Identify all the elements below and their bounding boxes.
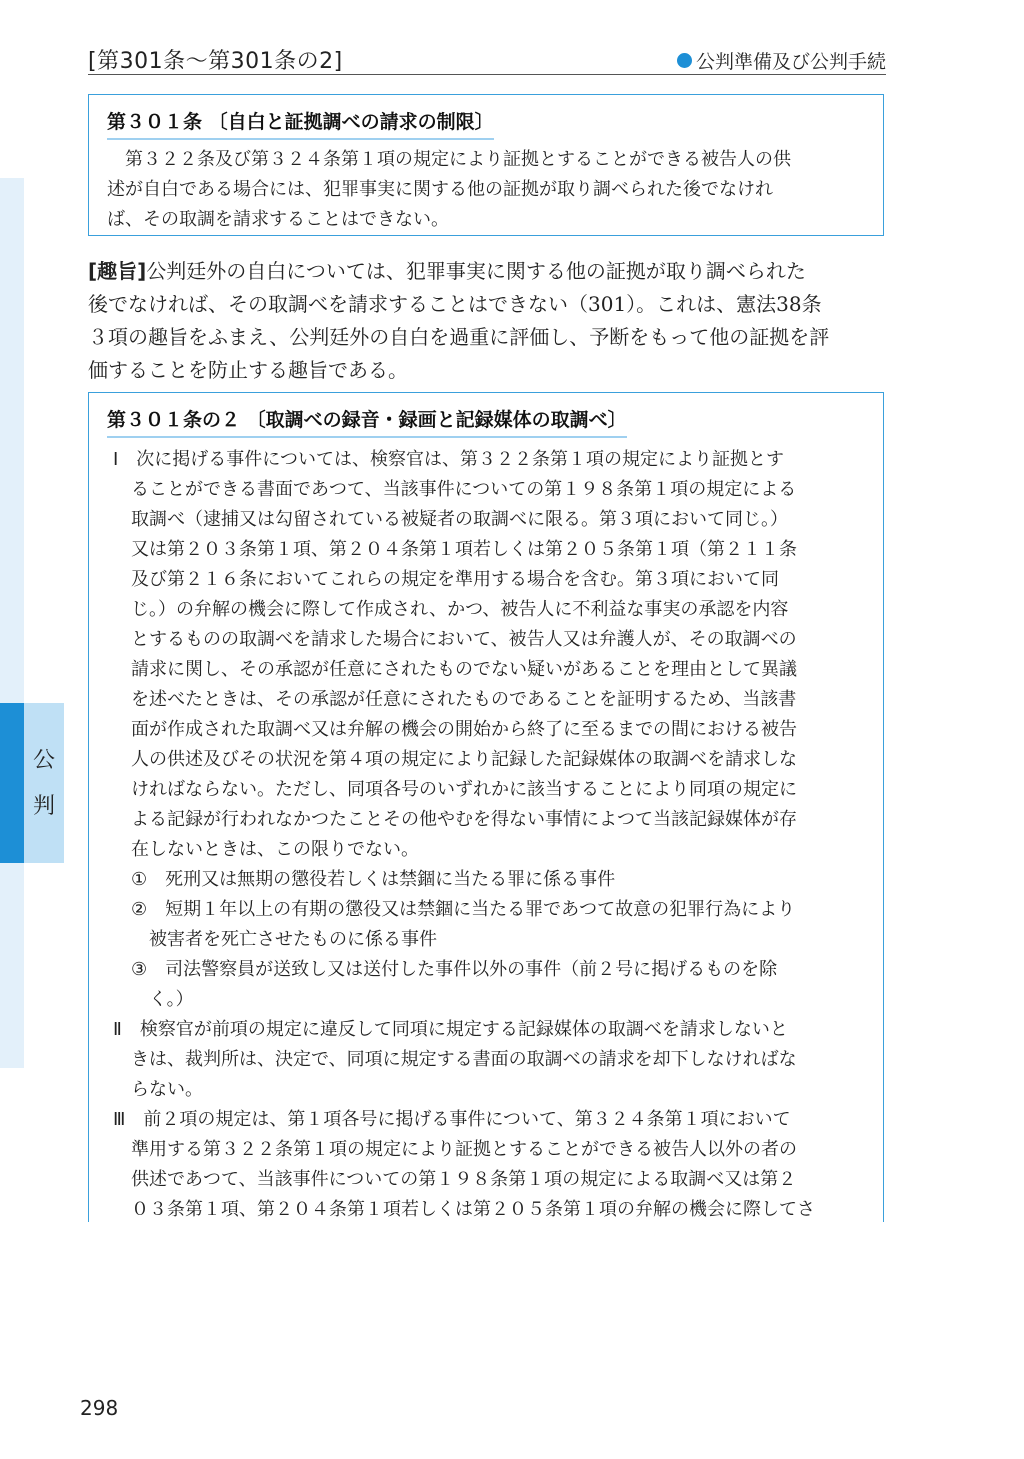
article-301-2-line: 面が作成された取調べ又は弁解の機会の開始から終了に至るまでの間における被告 [113, 719, 797, 740]
article-301-2-line: 準用する第３２２条第１項の規定により証拠とすることができる被告人以外の者の [113, 1139, 797, 1160]
article-301-2-item-2: ② 短期１年以上の有期の懲役又は禁錮に当たる罪であつて故意の犯罪行為により [113, 899, 796, 920]
header-chapter-title [677, 47, 886, 74]
article-301-2-heading: 第３０１条の２ 〔取調べの録音・録画と記録媒体の取調べ〕 [107, 405, 627, 438]
article-301-2-line: 供述であつて、当該事件についての第１９８条第１項の規定による取調べ又は第２ [113, 1169, 797, 1190]
article-301-2-line: 在しないときは、この限りでない。 [113, 839, 419, 860]
article-301-2-box [88, 392, 884, 1222]
article-301-2-line: 請求に関し、その承認が任意にされたものでない疑いがあることを理由として異議 [113, 659, 797, 680]
article-301-2-line: とするものの取調べを請求した場合において、被告人又は弁護人が、その取調べの [113, 629, 797, 650]
article-301-line-3: ば、その取調を請求することはできない。 [107, 209, 449, 230]
article-301-2-item-3: ③ 司法警察員が送致し又は送付した事件以外の事件（前２号に掲げるものを除 [113, 959, 778, 980]
article-301-2-line: ければならない。ただし、同項各号のいずれかに該当することにより同項の規定に [113, 779, 797, 800]
article-301-2-para-3: Ⅲ 前２項の規定は、第１項各号に掲げる事件について、第３２４条第１項において [113, 1109, 791, 1130]
article-301-2-line: じ。）の弁解の機会に際して作成され、かつ、被告人に不利益な事実の承認を内容 [113, 599, 789, 620]
article-301-2-line: を述べたときは、その承認が任意にされたものであることを証明するため、当該書 [113, 689, 797, 710]
article-301-box [88, 94, 884, 236]
header-chapter-label: 公判準備及び公判手続 [695, 51, 886, 73]
header-divider [88, 74, 886, 75]
article-301-2-line: よる記録が行われなかつたことその他やむを得ない事情によつて当該記録媒体が存 [113, 809, 797, 830]
article-301-2-line: きは、裁判所は、決定で、同項に規定する書面の取調べの請求を却下しなければな [113, 1049, 797, 1070]
shushi-line-3: ３項の趣旨をふまえ、公判廷外の自白を過重に評価し、予断をもって他の証拠を評 [88, 325, 830, 349]
shushi-text-1: 公判廷外の自白については、犯罪事実に関する他の証拠が取り調べられた [146, 259, 806, 283]
article-301-2-line: Ⅰ 次に掲げる事件については、検察官は、第３２２条第１項の規定により証拠とす [113, 449, 784, 470]
article-301-2-line: 又は第２０３条第１項、第２０４条第１項若しくは第２０５条第１項（第２１１条 [113, 539, 797, 560]
article-301-2-item-2-cont: 被害者を死亡させたものに係る事件 [113, 929, 437, 950]
shushi-label: [趣旨] [88, 259, 147, 283]
article-301-line-1: 第３２２条及び第３２４条第１項の規定により証拠とすることができる被告人の供 [125, 149, 791, 170]
side-tab-accent [0, 703, 24, 863]
bullet-dot-icon [677, 53, 692, 68]
side-tab-background [0, 178, 24, 1068]
shushi-line-2: 後でなければ、その取調べを請求することはできない（301）。これは、憲法38条 [88, 292, 822, 316]
article-301-2-line: 及び第２１６条においてこれらの規定を準用する場合を含む。第３項において同 [113, 569, 779, 590]
header-article-range: [第301条～第301条の2] [88, 49, 343, 74]
article-301-2-line: ることができる書面であつて、当該事件についての第１９８条第１項の規定による [113, 479, 797, 500]
article-301-2-item-3-cont: く。） [113, 989, 194, 1010]
side-tab-char-1: 公 [32, 748, 55, 773]
side-tab-label [24, 738, 64, 830]
page-number: 298 [80, 1396, 119, 1420]
article-301-2-para-2: Ⅱ 検察官が前項の規定に違反して同項に規定する記録媒体の取調べを請求しないと [113, 1019, 788, 1040]
article-301-line-2: 述が自白である場合には、犯罪事実に関する他の証拠が取り調べられた後でなけれ [107, 179, 773, 200]
article-301-2-line: らない。 [113, 1079, 203, 1100]
article-301-2-line: ０３条第１項、第２０４条第１項若しくは第２０５条第１項の弁解の機会に際してさ [113, 1199, 815, 1220]
article-301-2-item-1: ① 死刑又は無期の懲役若しくは禁錮に当たる罪に係る事件 [113, 869, 616, 890]
article-301-2-line: 取調べ（逮捕又は勾留されている被疑者の取調べに限る。第３項において同じ。） [113, 509, 788, 530]
shushi-line-1 [88, 255, 806, 284]
article-301-2-line: 人の供述及びその状況を第４項の規定により記録した記録媒体の取調べを請求しな [113, 749, 797, 770]
side-tab-char-2: 判 [32, 794, 55, 819]
article-301-heading: 第３０１条 〔自白と証拠調べの請求の制限〕 [107, 107, 494, 140]
shushi-line-4: 価することを防止する趣旨である。 [88, 358, 408, 382]
